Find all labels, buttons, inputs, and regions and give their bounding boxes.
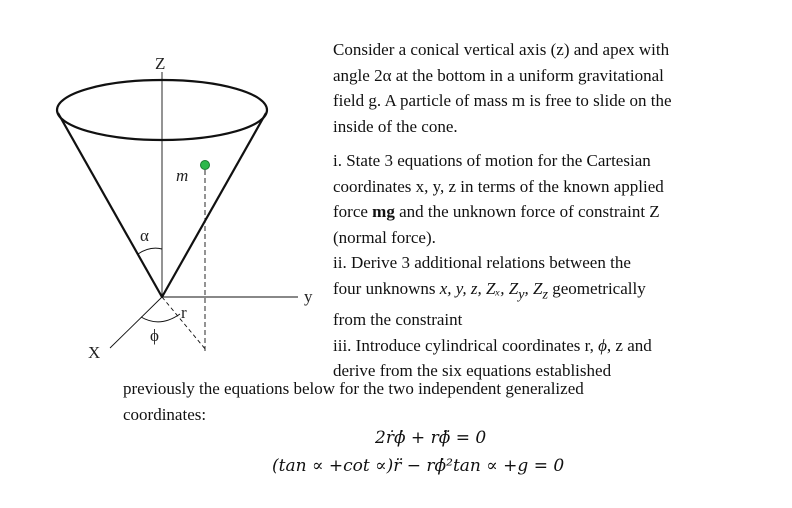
equation-1: 2ṙϕ̇ + rϕ̈ = 0 bbox=[375, 428, 487, 448]
equation-2: (tan ∝ +cot ∝)r̈ − rϕ̇²tan ∝ +g = 0 bbox=[272, 456, 565, 476]
task-list bbox=[333, 148, 763, 384]
y-axis-label: y bbox=[304, 287, 313, 306]
text-run: iii. Introduce cylindrical coordinates r, bbox=[333, 335, 599, 355]
item-ii-line: from the constraint bbox=[333, 310, 463, 330]
item-iii-line: derive from the six equations established bbox=[333, 361, 612, 381]
item-i-line: coordinates x, y, z in terms of the known applied bbox=[333, 176, 664, 196]
text-run: four unknowns bbox=[333, 278, 440, 298]
text-run: and the unknown force of constraint Z bbox=[394, 202, 660, 221]
math-subscript: z bbox=[542, 285, 549, 302]
item-ii-line: ii. Derive 3 additional relations between the bbox=[333, 253, 631, 272]
item-ii-line bbox=[333, 276, 763, 308]
x-axis-label: X bbox=[88, 343, 101, 362]
alpha-arc bbox=[138, 248, 162, 254]
item-i-line: (normal force). bbox=[333, 227, 436, 247]
item-i-line bbox=[333, 199, 763, 225]
particle-icon bbox=[201, 161, 210, 170]
intro-line: Consider a conical vertical axis (z) and apex with bbox=[333, 40, 670, 59]
cone-diagram bbox=[0, 0, 330, 380]
tail-line: coordinates: bbox=[123, 404, 207, 424]
math-phi: ϕ bbox=[598, 335, 607, 355]
text-run: geometrically bbox=[548, 278, 646, 298]
math-unknowns: , Z bbox=[524, 278, 543, 298]
item-i-line: i. State 3 equations of motion for the Cartesian bbox=[333, 151, 651, 170]
intro-line: field g. A particle of mass m is free to slide on the bbox=[333, 91, 672, 110]
text-run: , z and bbox=[606, 335, 652, 355]
intro-line: inside of the cone. bbox=[333, 116, 458, 136]
item-iii-line bbox=[333, 333, 763, 359]
z-axis-label: Z bbox=[155, 54, 166, 73]
math-subscript: y bbox=[518, 285, 525, 302]
alpha-label: α bbox=[140, 226, 149, 245]
mass-label: m bbox=[176, 166, 189, 185]
phi-label: ϕ bbox=[150, 326, 159, 345]
bold-mg: mg bbox=[372, 202, 395, 221]
math-unknowns: x, y, z, Zₓ, Z bbox=[439, 278, 519, 298]
tail-line: previously the equations below for the two independent generalized bbox=[123, 379, 584, 398]
radius-label: r bbox=[181, 303, 187, 322]
phi-arc bbox=[141, 314, 180, 322]
tail-paragraph bbox=[123, 376, 783, 427]
text-run: force bbox=[333, 202, 373, 221]
intro-line: angle 2α at the bottom in a uniform gravitational bbox=[333, 65, 664, 85]
intro-paragraph bbox=[333, 37, 763, 139]
